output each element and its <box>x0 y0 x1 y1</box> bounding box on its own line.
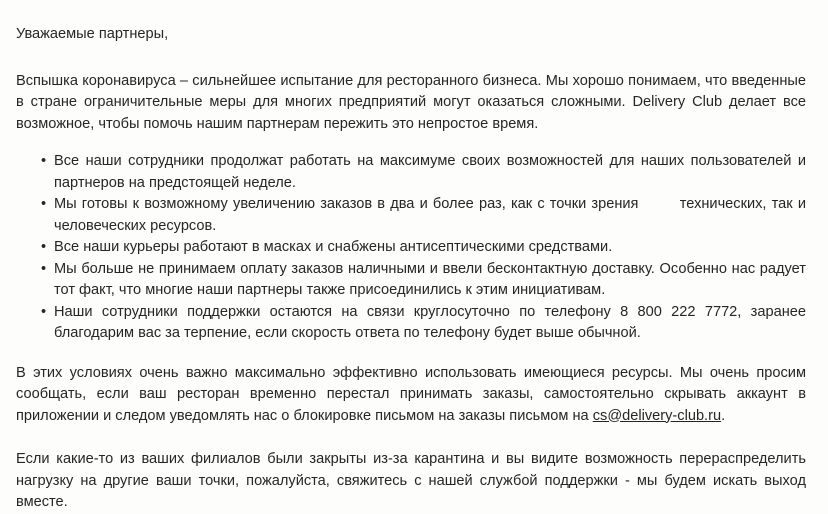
bullet-line: Мы готовы к возможному увеличению заказов в два и более раз, как с точки зрения технических, так и <box>54 196 806 212</box>
bullet-item <box>16 259 806 302</box>
bullet-item <box>16 237 806 259</box>
bullet-dot: • <box>41 196 47 212</box>
bullet-line: Мы больше не принимаем оплату заказов наличными и ввели бесконтактную доставку. Особенно нас радует <box>54 260 806 277</box>
bullet-item <box>16 194 806 237</box>
branches-paragraph <box>16 449 806 514</box>
bullet-list <box>16 151 806 345</box>
bullet-line: Все наши сотрудники продолжат работать на максимуме своих возможностей для наших пользователей и <box>54 153 806 169</box>
greeting: Уважаемые партнеры, <box>16 26 169 42</box>
branches-line: нагрузку на другие ваши точки, пожалуйста, свяжитесь с нашей службой поддержки - мы будем искать выход <box>16 472 806 489</box>
conditions-line <box>16 406 806 428</box>
bullet-dot: • <box>41 260 47 277</box>
bullet-dot: • <box>41 239 47 255</box>
conditions-text: приложении и следом уведомлять нас о блокировке письмом на заказы письмом на <box>16 407 593 424</box>
intro-line: Вспышка коронавируса – сильнейшее испытание для ресторанного бизнеса. Мы хорошо понимаем, что введенные <box>16 72 806 89</box>
bullet-line: благодарим вас за терпение, если скорость ответа по телефону будет выше обычной. <box>54 325 641 341</box>
branches-line: вместе. <box>16 494 68 510</box>
intro-line: возможное, чтобы помочь нашим партнерам пережить это непростое время. <box>16 115 539 132</box>
conditions-paragraph <box>16 363 806 428</box>
bullet-line: тот факт, что многие наши партнеры также присоединились к этим инициативам. <box>54 282 606 298</box>
bullet-line: Наши сотрудники поддержки остаются на связи круглосуточно по телефону 8 800 222 7772, заранее <box>54 303 806 320</box>
bullet-item <box>16 302 806 345</box>
conditions-line: В этих условиях очень важно максимально эффективно использовать имеющиеся ресурсы. Мы очень просим <box>16 364 806 381</box>
bullet-dot: • <box>41 303 47 320</box>
bullet-line: Все наши курьеры работают в масках и снабжены антисептическими средствами. <box>54 239 613 255</box>
bullet-item <box>16 151 806 194</box>
intro-paragraph <box>16 71 806 136</box>
bullet-line: партнеров на предстоящей неделе. <box>54 174 296 191</box>
branches-line: Если какие-то из ваших филиалов были закрыты из-за карантина и вы видите возможность перераспределить <box>16 451 806 467</box>
support-email-link[interactable]: cs@delivery-club.ru <box>592 407 722 424</box>
bullet-line: человеческих ресурсов. <box>54 217 217 234</box>
conditions-line: сообщать, если ваш ресторан временно перестал принимать заказы, самостоятельно скрывать аккаунт в <box>16 386 806 402</box>
bullet-dot: • <box>41 153 47 169</box>
conditions-period: . <box>721 407 726 424</box>
intro-line: в стране ограничительные меры для многих предприятий могут оказаться сложными. Delivery Club делает все <box>16 94 806 110</box>
